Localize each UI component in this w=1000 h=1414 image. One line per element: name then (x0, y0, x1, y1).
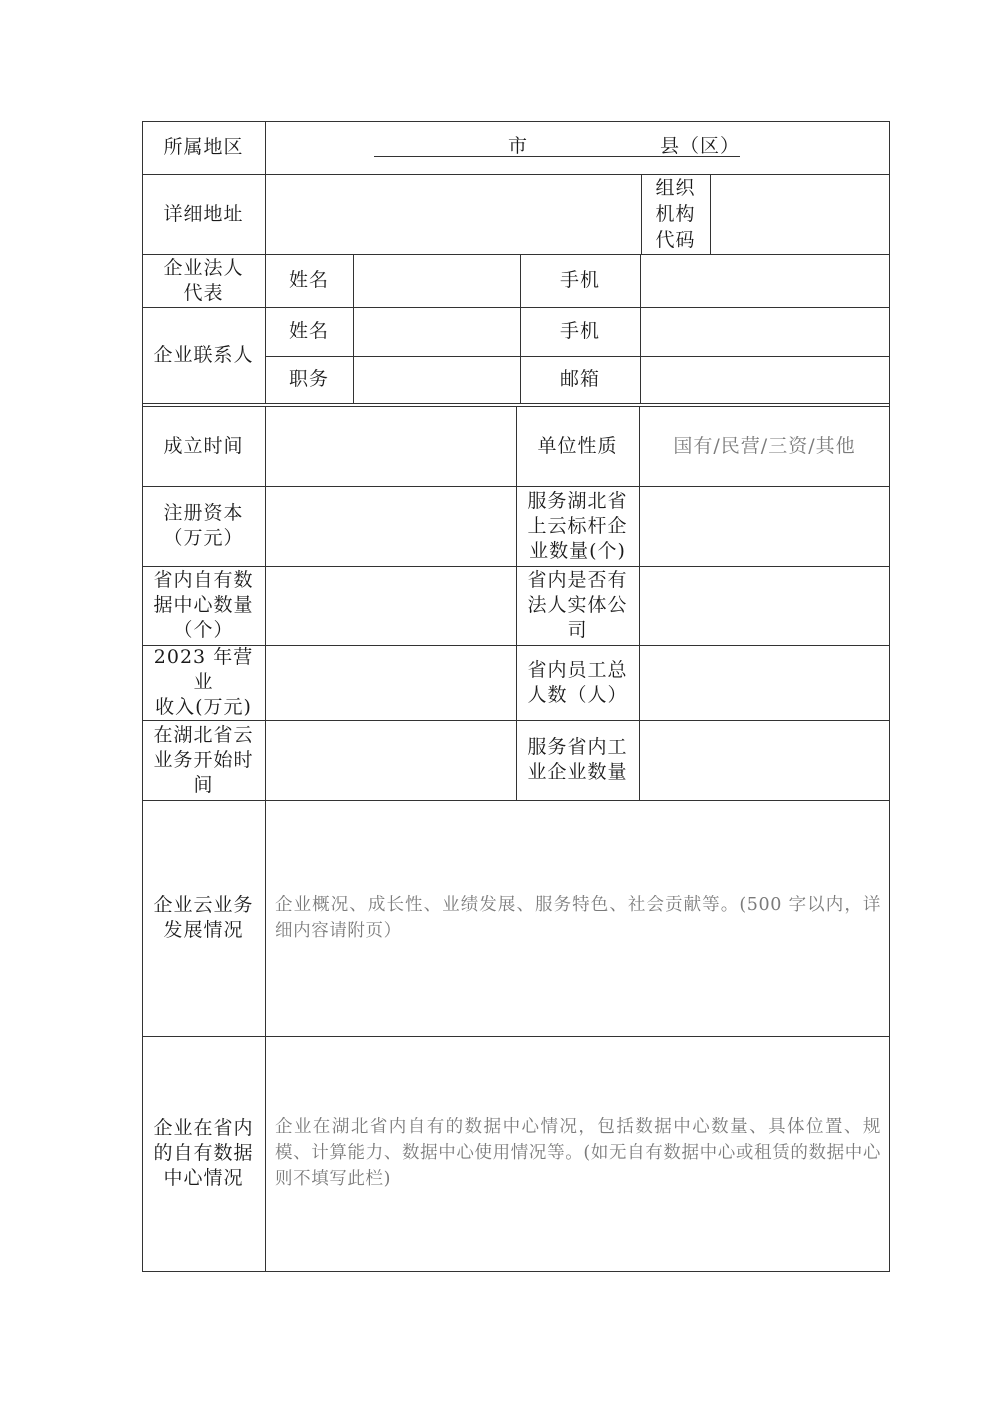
contact-email-label: 邮箱 (559, 368, 600, 390)
legal-rep-label: 企业法人 代表 (163, 256, 244, 304)
region-label: 所属地区 (163, 136, 244, 158)
founded-field[interactable] (266, 407, 516, 486)
cloud-start-field[interactable] (266, 721, 516, 800)
table-line (142, 403, 890, 404)
employees-label: 省内员工总 人数（人） (527, 658, 628, 706)
unit-nature-label: 单位性质 (537, 434, 618, 457)
own-dc-hint[interactable]: 企业在湖北省内自有的数据中心情况，包括数据中心数量、具体位置、规模、计算能力、数据中心使用情况等。(如无自有数据中心或租赁的数据中心则不填写此栏) (275, 1117, 881, 1189)
founded-label: 成立时间 (163, 434, 244, 457)
legal-rep-phone-label: 手机 (559, 269, 600, 291)
legal-entity-label: 省内是否有 法人实体公 司 (527, 569, 628, 641)
cloud-dev-label: 企业云业务 发展情况 (153, 894, 254, 941)
address-field[interactable] (266, 175, 641, 254)
table-line (142, 1271, 890, 1272)
legal-rep-name-field[interactable] (354, 255, 520, 307)
contact-label: 企业联系人 (153, 343, 254, 366)
contact-name-field[interactable] (354, 308, 520, 356)
benchmark-served-field[interactable] (640, 487, 889, 566)
table-line (889, 121, 890, 1271)
org-code-label: 组织 机构 代码 (655, 177, 696, 251)
contact-phone-field[interactable] (641, 308, 889, 356)
org-code-field[interactable] (711, 175, 889, 254)
registered-capital-label: 注册资本 （万元） (163, 502, 244, 549)
employees-field[interactable] (640, 646, 889, 720)
region-city-suffix: 市 (507, 134, 528, 157)
region-county-suffix: 县（区） (659, 134, 740, 157)
contact-title-field[interactable] (354, 357, 520, 403)
own-dc-label: 企业在省内 的自有数据 中心情况 (153, 1117, 254, 1189)
revenue-2023-field[interactable] (266, 646, 516, 720)
registered-capital-field[interactable] (266, 487, 516, 566)
data-centers-count-field[interactable] (266, 567, 516, 645)
legal-entity-field[interactable] (640, 567, 889, 645)
revenue-2023-label: 2023 年营业 收入(万元) (153, 646, 254, 718)
contact-email-field[interactable] (641, 357, 889, 403)
address-label: 详细地址 (163, 202, 244, 225)
benchmark-served-label: 服务湖北省 上云标杆企 业数量(个) (527, 489, 628, 562)
contact-name-label: 姓名 (288, 320, 329, 342)
industrial-served-label: 服务省内工 业企业数量 (527, 736, 628, 783)
contact-phone-label: 手机 (559, 320, 600, 342)
industrial-served-field[interactable] (640, 721, 889, 800)
data-centers-count-label: 省内自有数 据中心数量 （个） (153, 569, 254, 641)
cloud-dev-hint[interactable]: 企业概况、成长性、业绩发展、服务特色、社会贡献等。(500 字以内，详细内容请附页） (275, 895, 881, 941)
contact-title-label: 职务 (288, 368, 329, 390)
legal-rep-phone-field[interactable] (641, 255, 889, 307)
legal-rep-name-label: 姓名 (288, 269, 329, 291)
cloud-start-label: 在湖北省云 业务开始时 间 (153, 723, 254, 796)
unit-nature-options[interactable]: 国有/民营/三资/其他 (673, 435, 856, 457)
